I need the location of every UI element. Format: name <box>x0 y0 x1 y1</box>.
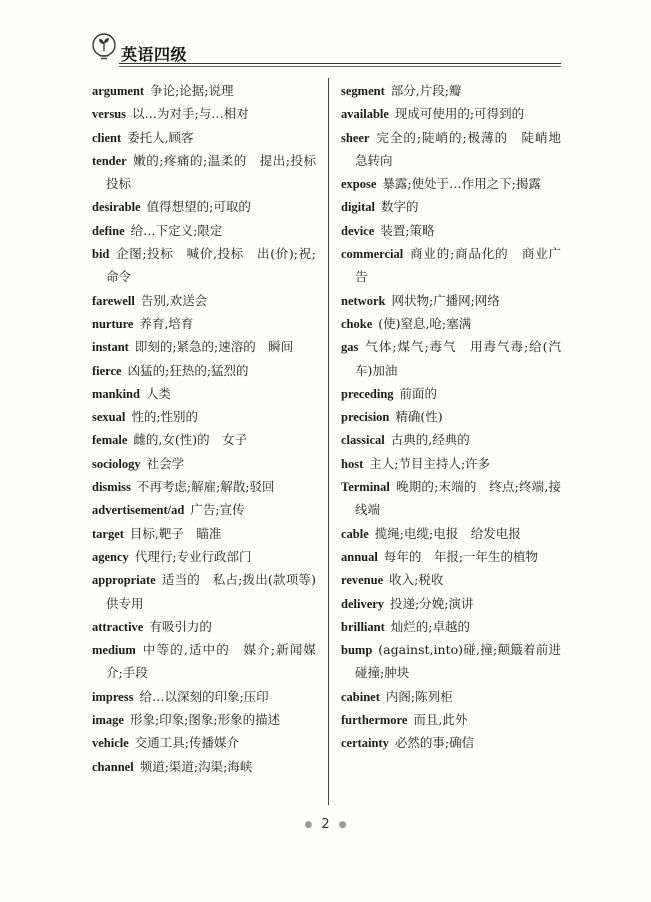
vocab-definition: 主人;节目主持人;许多 <box>369 455 491 471</box>
vocab-definition: 雌的,女(性)的 女子 <box>133 432 248 448</box>
vocab-word: device <box>341 223 375 238</box>
vocab-word: agency <box>92 549 129 564</box>
vocab-word: instant <box>92 340 129 355</box>
vocab-entry <box>341 243 561 290</box>
vocab-entry <box>341 196 561 219</box>
vocab-word: argument <box>92 84 145 98</box>
vocab-definition: 告别,欢送会 <box>140 292 208 308</box>
vocab-entry <box>92 709 316 732</box>
vocab-word: target <box>92 526 124 541</box>
vocab-entry <box>341 127 574 174</box>
vocab-definition: 代理行;专业行政部门 <box>134 548 252 564</box>
vocab-word: advertisement/ad <box>92 503 185 518</box>
vocab-word: nurture <box>92 316 134 331</box>
vocab-entry <box>92 336 316 359</box>
vocab-definition: 古典的,经典的 <box>390 432 470 448</box>
vocab-definition: 完全的;陡峭的;极薄的 陡峭地 急转向 <box>355 129 574 168</box>
vocab-entry <box>341 429 561 452</box>
vocab-definition: 内阁;陈列柜 <box>385 688 453 704</box>
vocab-definition: 社会学 <box>146 455 185 471</box>
vocab-word: segment <box>341 84 385 98</box>
vocab-entry <box>341 220 561 243</box>
vocab-definition: 委托人,顾客 <box>127 129 194 145</box>
vocab-word: Terminal <box>341 480 390 495</box>
vocab-entry <box>92 150 329 197</box>
vocab-entry <box>92 103 316 126</box>
lightbulb-logo-icon <box>91 31 121 61</box>
vocab-definition: 暴露;使处于…作用之下;揭露 <box>382 176 541 192</box>
vocab-definition: 给…下定义;限定 <box>130 222 223 238</box>
vocab-word: client <box>92 130 122 145</box>
vocab-word: dismiss <box>92 480 131 495</box>
vocab-entry <box>92 732 316 755</box>
vocab-definition: 性的;性别的 <box>131 409 199 425</box>
vocab-definition: 不再考虑;解雇;解散;驳回 <box>136 479 275 495</box>
vocab-definition: 目标,靶子 瞄准 <box>129 525 222 541</box>
vocab-definition: 即刻的;紧急的;速溶的 瞬间 <box>134 339 294 355</box>
vocab-definition: 揽绳;电缆;电报 给发电报 <box>374 525 521 541</box>
vocab-word: bid <box>92 247 110 262</box>
vocab-entry <box>92 476 316 499</box>
vocab-entry <box>92 616 316 639</box>
vocab-entry <box>341 80 561 103</box>
vocab-definition: 争论;论据;说理 <box>150 83 234 98</box>
vocab-definition: 数字的 <box>381 199 419 215</box>
vocab-definition: 广告;宣传 <box>190 502 245 518</box>
vocab-word: preceding <box>341 386 394 401</box>
vocab-definition: 人类 <box>145 385 171 401</box>
vocab-definition: 精确(性) <box>395 409 443 425</box>
vocab-definition: 中等的,适中的 媒介;新闻媒介;手段 <box>106 642 316 681</box>
vocab-definition: 企图;投标 喊价,投标 出(价);祝;命令 <box>106 246 316 285</box>
vocab-entry <box>92 243 316 290</box>
vocab-definition: 前面的 <box>399 385 438 401</box>
vocab-word: impress <box>92 689 134 704</box>
vocab-word: image <box>92 713 124 728</box>
vocab-word: cable <box>341 526 369 541</box>
vocab-entry <box>92 383 316 406</box>
vocab-entry <box>92 127 316 150</box>
vocab-entry <box>92 569 316 616</box>
vocab-definition: (使)窒息,呛;塞满 <box>378 315 472 331</box>
vocab-entry <box>341 523 561 546</box>
vocab-entry <box>92 220 316 243</box>
vocab-word: precision <box>341 410 390 425</box>
vocab-definition: 凶猛的;狂热的;猛烈的 <box>127 362 249 378</box>
vocab-word: versus <box>92 107 127 122</box>
left-column <box>92 80 329 779</box>
vocab-definition: 气体;煤气;毒气 用毒气毒;给(汽车)加油 <box>355 339 561 378</box>
bullet-icon: ● <box>338 819 347 830</box>
vocab-entry <box>341 639 574 686</box>
vocab-definition: 有吸引力的 <box>149 618 212 634</box>
vocab-entry <box>341 173 561 196</box>
vocab-entry <box>341 686 561 709</box>
vocab-entry <box>92 499 316 522</box>
vocab-word: sheer <box>341 130 370 145</box>
vocab-word: certainty <box>341 736 389 751</box>
header-rule-thin <box>119 66 561 67</box>
vocab-definition: 适当的 私占;拨出(款项等)供专用 <box>106 572 316 611</box>
vocab-word: female <box>92 433 128 448</box>
vocab-word: commercial <box>341 247 404 262</box>
page-footer <box>0 817 651 832</box>
vocab-definition: 嫩的;疼痛的;温柔的 提出;投标 投标 <box>106 152 329 192</box>
vocab-word: gas <box>341 340 359 355</box>
vocab-definition: 部分,片段;瓣 <box>390 83 462 98</box>
vocab-definition: 每年的 年报;一年生的植物 <box>383 548 539 564</box>
vocab-word: expose <box>341 177 377 192</box>
column-divider <box>328 78 329 805</box>
vocab-word: cabinet <box>341 689 380 704</box>
vocab-definition: 交通工具;传播媒介 <box>134 735 240 751</box>
vocab-entry <box>92 523 316 546</box>
vocab-word: brilliant <box>341 619 385 634</box>
vocab-definition: 装置;策略 <box>380 222 435 238</box>
vocab-definition: 晚期的;末端的 终点;终端,接线端 <box>355 479 561 518</box>
right-column <box>341 80 574 756</box>
vocab-definition: 现成可使用的;可得到的 <box>394 106 525 122</box>
vocab-definition: (against,into)碰,撞;颠簸着前进 碰撞;肿块 <box>355 642 574 681</box>
vocab-word: classical <box>341 433 385 448</box>
vocab-definition: 给…以深刻的印象;压印 <box>139 688 269 704</box>
vocab-entry <box>341 476 561 523</box>
vocab-entry <box>92 290 316 313</box>
vocab-definition: 灿烂的;卓越的 <box>390 618 470 634</box>
vocab-entry <box>341 709 561 732</box>
vocab-word: tender <box>92 153 127 168</box>
header-title: 英语四级 <box>121 45 188 64</box>
vocab-entry <box>341 103 561 126</box>
vocab-entry <box>341 313 561 336</box>
vocab-entry <box>341 383 561 406</box>
vocab-definition: 养育,培育 <box>139 315 194 331</box>
vocab-word: define <box>92 223 125 238</box>
vocab-entry <box>92 196 316 219</box>
vocab-definition: 值得想望的;可取的 <box>146 199 251 215</box>
vocab-entry <box>341 616 561 639</box>
vocab-word: vehicle <box>92 736 129 751</box>
vocab-word: annual <box>341 549 378 564</box>
vocab-entry <box>92 639 316 686</box>
vocab-word: medium <box>92 643 136 658</box>
vocab-definition: 商业的;商品化的 商业广告 <box>355 246 561 285</box>
vocab-definition: 投递;分娩;演讲 <box>390 595 474 611</box>
vocab-word: sociology <box>92 456 141 471</box>
page-number: 2 <box>321 817 330 832</box>
bullet-icon: ● <box>304 819 313 830</box>
vocab-entry <box>341 406 561 429</box>
vocab-definition: 网状物;广播网;网络 <box>391 292 500 308</box>
vocab-word: fierce <box>92 363 122 378</box>
vocab-word: available <box>341 107 389 122</box>
vocab-entry <box>341 546 561 569</box>
vocab-word: host <box>341 456 364 471</box>
vocab-word: revenue <box>341 573 384 588</box>
vocab-entry <box>341 593 561 616</box>
vocab-entry <box>341 336 561 383</box>
vocab-definition: 收入;税收 <box>389 572 444 588</box>
vocab-entry <box>92 360 316 383</box>
vocab-word: farewell <box>92 293 135 308</box>
vocab-word: furthermore <box>341 713 408 728</box>
vocab-word: attractive <box>92 619 144 634</box>
vocab-entry <box>341 732 561 755</box>
vocab-definition: 而且,此外 <box>413 712 468 728</box>
vocab-word: mankind <box>92 386 140 401</box>
vocab-word: channel <box>92 759 134 774</box>
vocab-word: desirable <box>92 200 141 215</box>
vocab-definition: 必然的事;确信 <box>394 735 475 751</box>
vocab-entry <box>92 80 316 103</box>
vocab-entry <box>92 313 316 336</box>
vocab-entry <box>92 686 316 709</box>
page-header <box>91 30 561 70</box>
vocab-word: bump <box>341 643 373 658</box>
vocab-entry <box>92 546 316 569</box>
vocab-word: digital <box>341 200 376 215</box>
vocab-word: sexual <box>92 410 126 425</box>
vocab-definition: 形象;印象;图象;形象的描述 <box>129 712 281 728</box>
vocab-word: appropriate <box>92 573 156 588</box>
vocab-definition: 频道;渠道;沟渠;海峡 <box>139 758 253 774</box>
vocab-entry <box>92 453 316 476</box>
vocab-entry <box>92 756 316 779</box>
vocab-definition: 以…为对手;与…相对 <box>132 106 249 122</box>
vocab-word: choke <box>341 316 373 331</box>
vocab-entry <box>341 290 561 313</box>
vocab-entry <box>92 406 316 429</box>
header-rule <box>119 63 561 64</box>
vocab-word: network <box>341 293 386 308</box>
vocab-entry <box>341 453 561 476</box>
vocab-entry <box>341 569 561 592</box>
vocab-entry <box>92 429 316 452</box>
vocab-word: delivery <box>341 596 385 611</box>
